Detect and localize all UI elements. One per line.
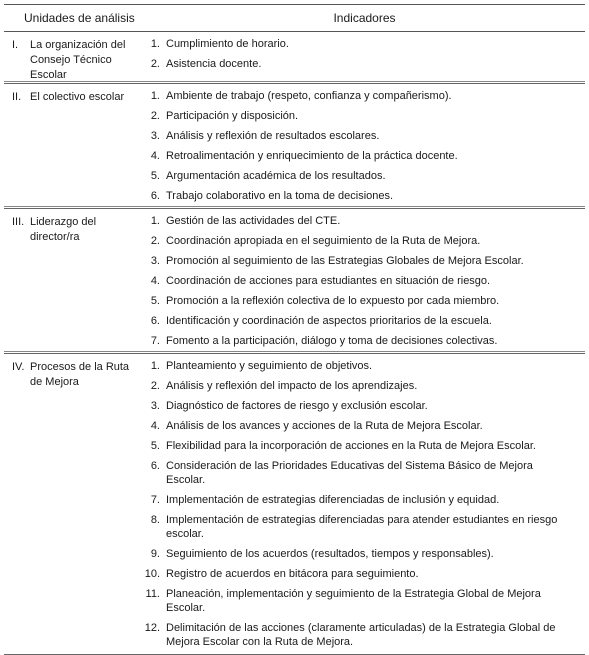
indicator-text: Análisis y reflexión del impacto de los aprendizajes. <box>166 380 418 392</box>
indicator-number: 2. <box>150 380 160 392</box>
list-item <box>144 311 585 331</box>
indicator-number: 3. <box>150 400 160 412</box>
indicator-list <box>144 84 585 208</box>
indicators-table <box>4 4 585 655</box>
indicator-list <box>144 209 585 353</box>
indicator-number: 12. <box>144 622 160 634</box>
list-item <box>144 106 585 126</box>
header-indicators: Indicadores <box>333 11 396 25</box>
unit-of-analysis <box>4 32 144 83</box>
list-item <box>144 34 585 54</box>
list-item <box>144 291 585 311</box>
indicator-number: 2. <box>150 110 160 122</box>
unit-of-analysis <box>4 84 144 208</box>
indicator-text: Ambiente de trabajo (respeto, confianza y compañerismo). <box>166 90 452 102</box>
list-item <box>144 490 585 510</box>
unit-label: La organización del Consejo Técnico Escolar <box>30 39 126 81</box>
list-item <box>144 456 585 490</box>
unit-number: III. <box>12 216 25 228</box>
indicator-text: Identificación y coordinación de aspectos prioritarios de la escuela. <box>166 315 492 327</box>
indicator-text: Flexibilidad para la incorporación de acciones en la Ruta de Mejora Escolar. <box>166 440 536 452</box>
list-item <box>144 146 585 166</box>
list-item <box>144 416 585 436</box>
indicator-number: 1. <box>150 215 160 227</box>
list-item <box>144 356 585 376</box>
indicator-text: Análisis de los avances y acciones de la Ruta de Mejora Escolar. <box>166 420 483 432</box>
indicator-number: 8. <box>150 514 160 526</box>
indicator-number: 4. <box>150 150 160 162</box>
indicator-number: 11. <box>145 588 160 600</box>
list-item <box>144 251 585 271</box>
indicator-number: 10. <box>144 568 160 580</box>
indicator-text: Participación y disposición. <box>166 110 299 122</box>
indicator-text: Argumentación académica de los resultados. <box>166 170 386 182</box>
indicator-number: 5. <box>150 295 160 307</box>
indicator-number: 6. <box>150 190 160 202</box>
indicator-number: 3. <box>150 255 160 267</box>
list-item <box>144 331 585 351</box>
list-item <box>144 584 585 618</box>
indicator-number: 4. <box>150 275 160 287</box>
indicator-text: Consideración de las Prioridades Educativas del Sistema Básico de Mejora Escolar. <box>166 460 533 486</box>
list-item <box>144 271 585 291</box>
table-body <box>4 32 585 655</box>
indicator-text: Coordinación de acciones para estudiantes en situación de riesgo. <box>166 275 491 287</box>
list-item <box>144 166 585 186</box>
indicator-number: 7. <box>150 494 160 506</box>
indicator-number: 2. <box>150 235 160 247</box>
indicator-list <box>144 32 585 83</box>
list-item <box>144 544 585 564</box>
table-row <box>4 84 585 209</box>
list-item <box>144 126 585 146</box>
indicator-text: Implementación de estrategias diferenciadas de inclusión y equidad. <box>166 494 500 506</box>
indicator-text: Fomento a la participación, diálogo y toma de decisiones colectivas. <box>166 335 498 347</box>
list-item <box>144 86 585 106</box>
indicator-number: 6. <box>150 460 160 472</box>
indicator-text: Planteamiento y seguimiento de objetivos. <box>166 360 373 372</box>
indicator-text: Implementación de estrategias diferenciadas para atender estudiantes en riesgo escolar. <box>166 514 558 540</box>
header-units: Unidades de análisis <box>24 11 135 25</box>
table-header <box>4 5 585 32</box>
list-item <box>144 54 585 74</box>
unit-number: I. <box>12 39 19 51</box>
list-item <box>144 376 585 396</box>
unit-number: II. <box>12 91 22 103</box>
indicator-text: Gestión de las actividades del CTE. <box>166 215 341 227</box>
indicator-number: 1. <box>150 90 160 102</box>
list-item <box>144 396 585 416</box>
indicator-text: Registro de acuerdos en bitácora para seguimiento. <box>166 568 419 580</box>
indicator-text: Asistencia docente. <box>166 58 262 70</box>
indicator-number: 5. <box>150 170 160 182</box>
indicator-text: Seguimiento de los acuerdos (resultados, tiempos y responsables). <box>166 548 494 560</box>
indicator-text: Retroalimentación y enriquecimiento de la práctica docente. <box>166 150 458 162</box>
list-item <box>144 211 585 231</box>
indicator-number: 7. <box>150 335 160 347</box>
unit-of-analysis <box>4 354 144 654</box>
indicator-text: Diagnóstico de factores de riesgo y exclusión escolar. <box>166 400 428 412</box>
indicator-text: Promoción a la reflexión colectiva de lo expuesto por cada miembro. <box>166 295 500 307</box>
indicator-text: Trabajo colaborativo en la toma de decisiones. <box>166 190 394 202</box>
indicator-number: 9. <box>150 548 160 560</box>
indicator-text: Planeación, implementación y seguimiento de la Estrategia Global de Mejora Escolar. <box>166 588 541 614</box>
indicator-text: Análisis y reflexión de resultados escolares. <box>166 130 380 142</box>
unit-number: IV. <box>12 361 25 373</box>
unit-label: El colectivo escolar <box>30 91 125 103</box>
list-item <box>144 436 585 456</box>
table-row <box>4 32 585 84</box>
list-item <box>144 231 585 251</box>
table-row <box>4 209 585 354</box>
indicator-text: Promoción al seguimiento de las Estrategias Globales de Mejora Escolar. <box>166 255 524 267</box>
indicator-number: 3. <box>150 130 160 142</box>
table-row <box>4 354 585 655</box>
unit-label: Procesos de la Ruta de Mejora <box>30 361 130 388</box>
unit-of-analysis <box>4 209 144 353</box>
list-item <box>144 510 585 544</box>
indicator-number: 4. <box>150 420 160 432</box>
list-item <box>144 564 585 584</box>
indicator-number: 6. <box>150 315 160 327</box>
list-item <box>144 186 585 206</box>
list-item <box>144 618 585 652</box>
indicator-text: Coordinación apropiada en el seguimiento de la Ruta de Mejora. <box>166 235 481 247</box>
indicator-number: 2. <box>150 58 160 70</box>
unit-label: Liderazgo del director/ra <box>30 216 97 243</box>
indicator-list <box>144 354 585 654</box>
indicator-text: Delimitación de las acciones (claramente articuladas) de la Estrategia Global de Mejora Escolar con la Ruta de Mejora. <box>166 622 556 648</box>
indicator-number: 1. <box>150 38 160 50</box>
indicator-number: 1. <box>150 360 160 372</box>
indicator-number: 5. <box>150 440 160 452</box>
indicator-text: Cumplimiento de horario. <box>166 38 289 50</box>
